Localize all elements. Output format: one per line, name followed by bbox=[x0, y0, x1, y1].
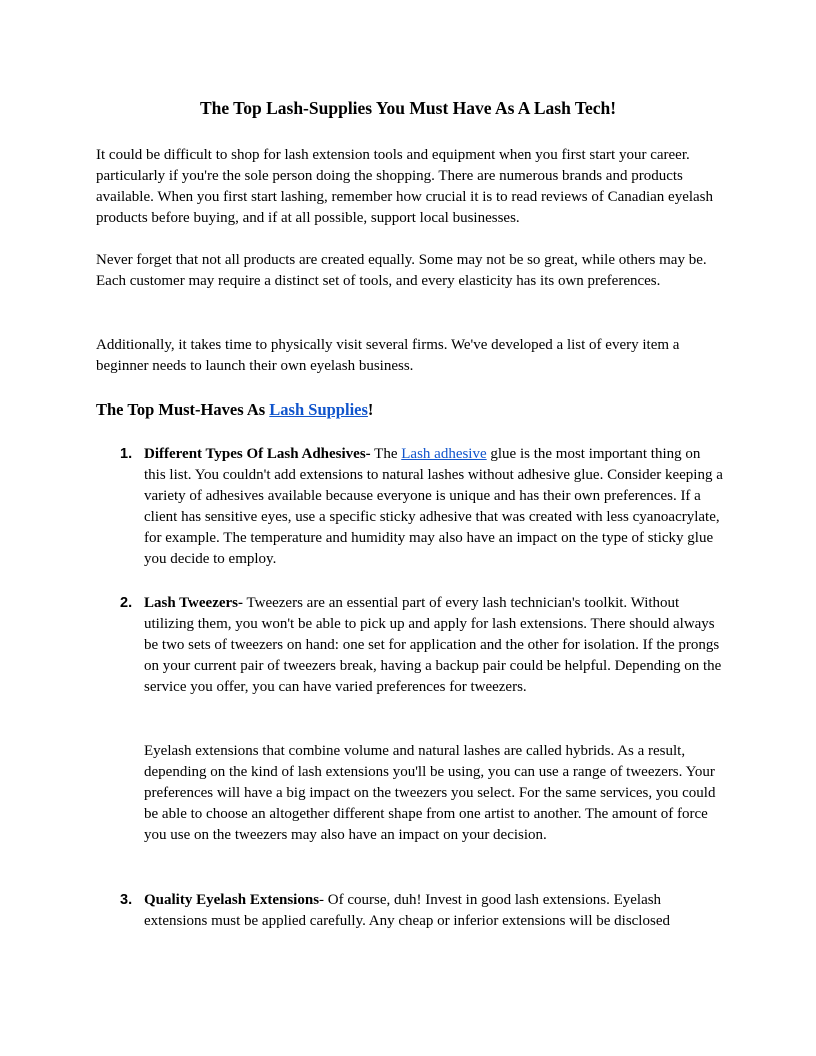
intro-paragraph: Never forget that not all products are created equally. Some may not be so great, while others may be. Each customer may require a distinct set of tools, and every elasticity has its own preferences. bbox=[96, 252, 707, 289]
list-item-title: Quality Eyelash Extensions bbox=[144, 892, 320, 908]
list-number: 1. bbox=[120, 446, 133, 462]
list-item-title: Different Types Of Lash Adhesives- bbox=[144, 446, 371, 462]
list-item-pre-link: The bbox=[370, 446, 402, 462]
section-heading-suffix: ! bbox=[367, 400, 374, 419]
intro-paragraph: It could be difficult to shop for lash extension tools and equipment when you first start your career. particularly if you're the sole person doing the shopping. There are numerous brands and products available. When you first start lashing, remember how crucial it is to read reviews of Canadian eyelash products before buying, and if at all possible, support local businesses. bbox=[96, 147, 714, 226]
list-item-body: - Of course, duh! Invest in good lash extensions. Eyelash extensions must be applied carefully. Any cheap or inferior extensions will be disclosed bbox=[144, 892, 670, 929]
list-item-title: Lash Tweezers- bbox=[144, 595, 244, 611]
list-item-body: Tweezers are an essential part of every lash technician's toolkit. Without utilizing them, you won't be able to pick up and apply for lash extensions. There should always be two sets of tweezers on hand: one set for application and the other for isolation. If the prongs on your current pair of tweezers break, having a backup pair could be helpful. Depending on the service you offer, you can have varied preferences for tweezers. bbox=[144, 595, 722, 695]
list-item-extra: Eyelash extensions that combine volume and natural lashes are called hybrids. As a result, depending on the kind of lash extensions you'll be using, you can use a range of tweezers. Your preferences will have a big impact on the tweezers you select. For the same services, you could be able to choose an altogether different shape from one artist to another. The amount of force you use on the tweezers may also have an impact on your decision. bbox=[144, 743, 716, 843]
list-number: 2. bbox=[120, 595, 133, 611]
section-heading-prefix: The Top Must-Haves As bbox=[96, 400, 270, 419]
page-title: The Top Lash-Supplies You Must Have As A Lash Tech! bbox=[199, 98, 617, 118]
list-item-body: glue is the most important thing on this list. You couldn't add extensions to natural lashes without adhesive glue. Consider keeping a variety of adhesives available because everyone is unique and has their own preferences. If a client has sensitive eyes, use a specific sticky adhesive that was created with less cyanoacrylate, for example. The temperature and humidity may also have an impact on the type of sticky glue you decide to employ. bbox=[144, 446, 723, 567]
lash-supplies-link[interactable]: Lash Supplies bbox=[269, 400, 368, 419]
section-heading bbox=[96, 399, 720, 421]
intro-paragraph: Additionally, it takes time to physically visit several firms. We've developed a list of every item a beginner needs to launch their own eyelash business. bbox=[96, 337, 680, 374]
list-item bbox=[144, 593, 724, 698]
list-item bbox=[144, 444, 724, 570]
lash-adhesive-link[interactable]: Lash adhesive bbox=[401, 446, 487, 462]
list-item bbox=[144, 890, 724, 932]
list-number: 3. bbox=[120, 892, 133, 908]
